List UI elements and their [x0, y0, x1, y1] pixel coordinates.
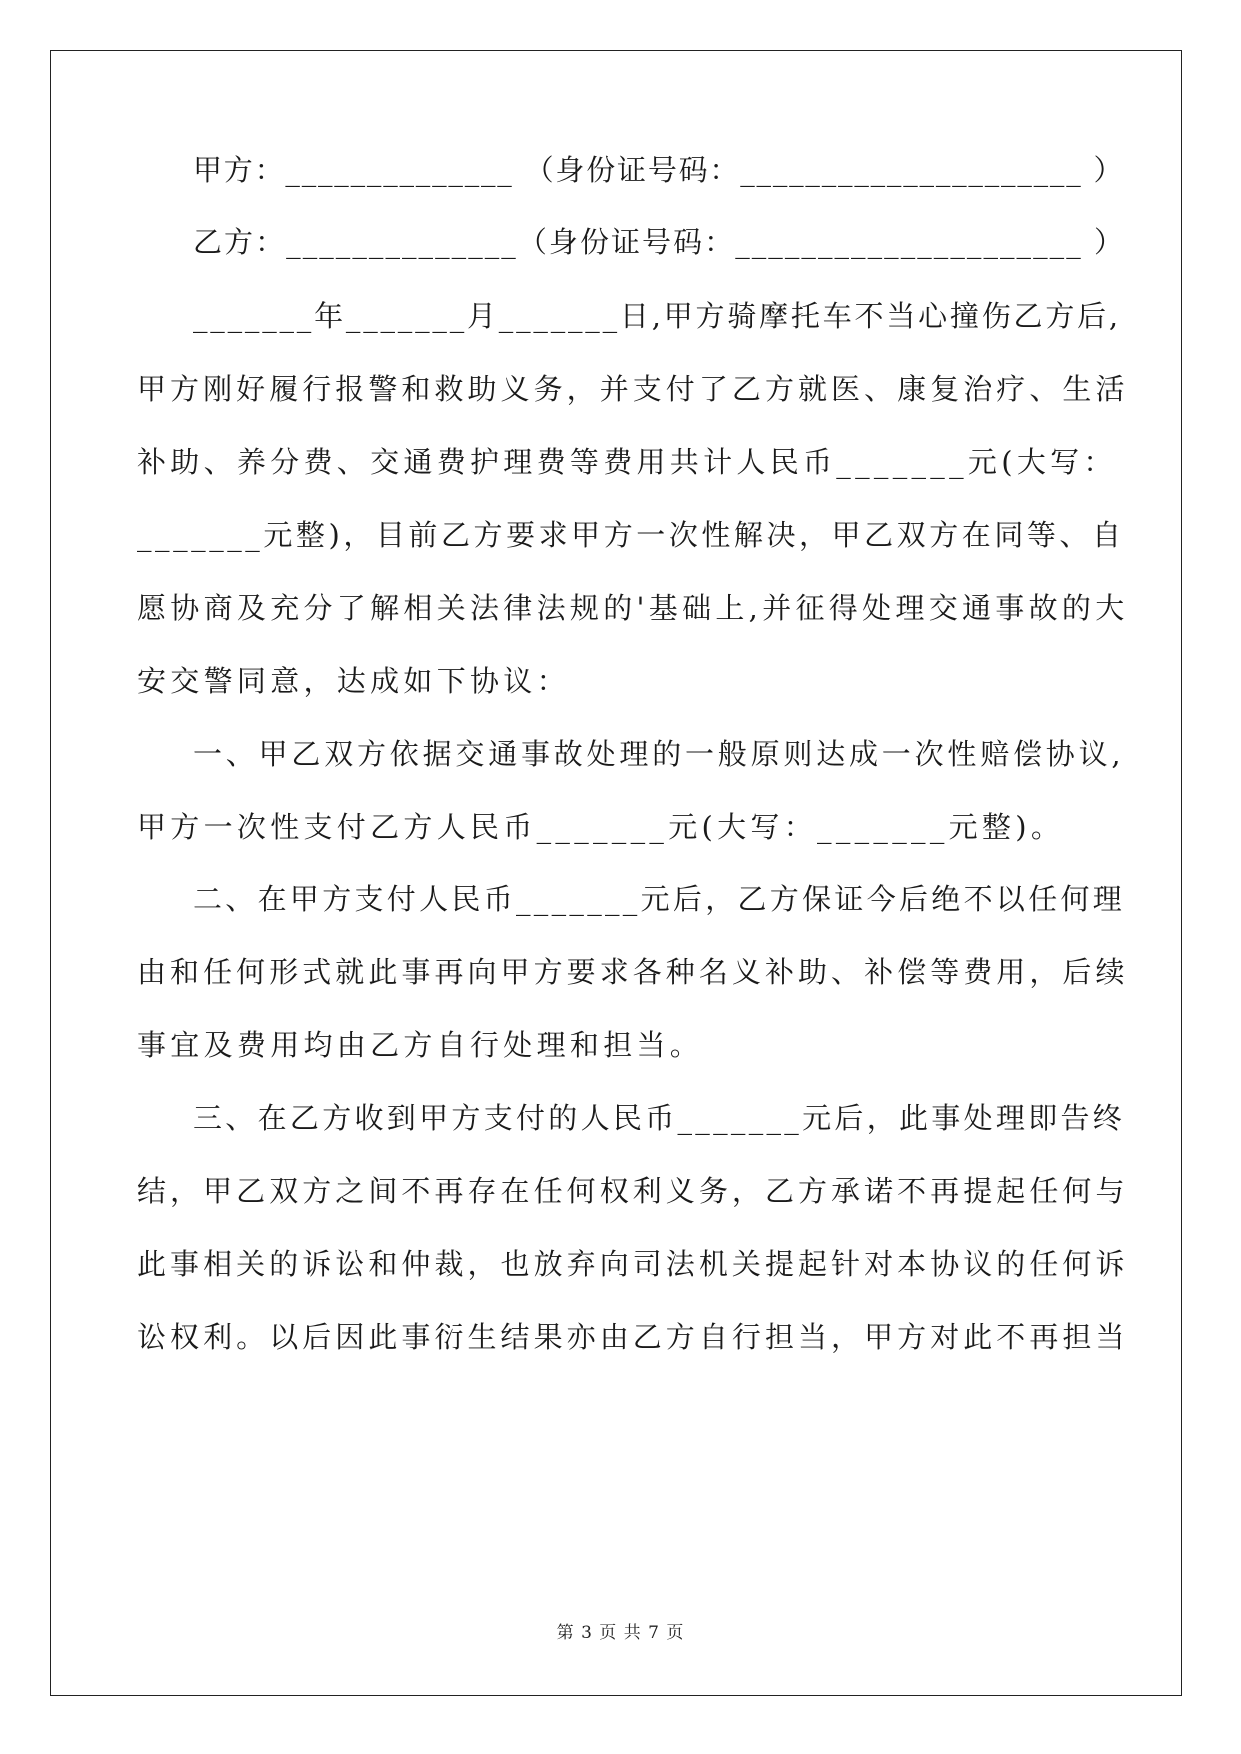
clause-3-line-3: 此事相关的诉讼和仲裁，也放弃向司法机关提起针对本协议的任何诉 [137, 1247, 1129, 1281]
intro-line-4: _______元整)，目前乙方要求甲方一次性解决，甲乙双方在同等、自 [137, 518, 1125, 552]
party-b-line: 乙方：______________（身份证号码：_____________________ ） [193, 225, 1126, 259]
intro-line-5: 愿协商及充分了解相关法律法规的'基础上,并征得处理交通事故的大 [137, 591, 1129, 625]
intro-line-1: _______年_______月_______日,甲方骑摩托车不当心撞伤乙方后, [193, 299, 1121, 333]
party-a-line: 甲方：______________ （身份证号码：_____________________ ） [193, 153, 1125, 187]
page-number-footer: 第 3 页 共 7 页 [556, 1623, 685, 1643]
clause-3-line-2: 结，甲乙双方之间不再存在任何权利义务，乙方承诺不再提起任何与 [137, 1174, 1129, 1208]
clause-1-line-1: 一、甲乙双方依据交通事故处理的一般原则达成一次性赔偿协议, [193, 737, 1125, 771]
clause-1-line-2: 甲方一次性支付乙方人民币_______元(大写：_______元整)。 [137, 810, 1065, 844]
clause-3-line-4: 讼权利。以后因此事衍生结果亦由乙方自行担当，甲方对此不再担当 [137, 1320, 1129, 1354]
clause-3-line-1: 三、在乙方收到甲方支付的人民币_______元后，此事处理即告终 [193, 1101, 1126, 1135]
clause-2-line-2: 由和任何形式就此事再向甲方要求各种名义补助、补偿等费用，后续 [137, 955, 1129, 989]
clause-2-line-1: 二、在甲方支付人民币_______元后，乙方保证今后绝不以任何理 [193, 882, 1126, 916]
intro-line-3: 补助、养分费、交通费护理费等费用共计人民币_______元(大写： [137, 445, 1117, 479]
intro-line-6: 安交警同意，达成如下协议： [137, 664, 570, 698]
intro-line-2: 甲方刚好履行报警和救助义务，并支付了乙方就医、康复治疗、生活 [137, 372, 1129, 406]
clause-2-line-3: 事宜及费用均由乙方自行处理和担当。 [137, 1028, 704, 1062]
